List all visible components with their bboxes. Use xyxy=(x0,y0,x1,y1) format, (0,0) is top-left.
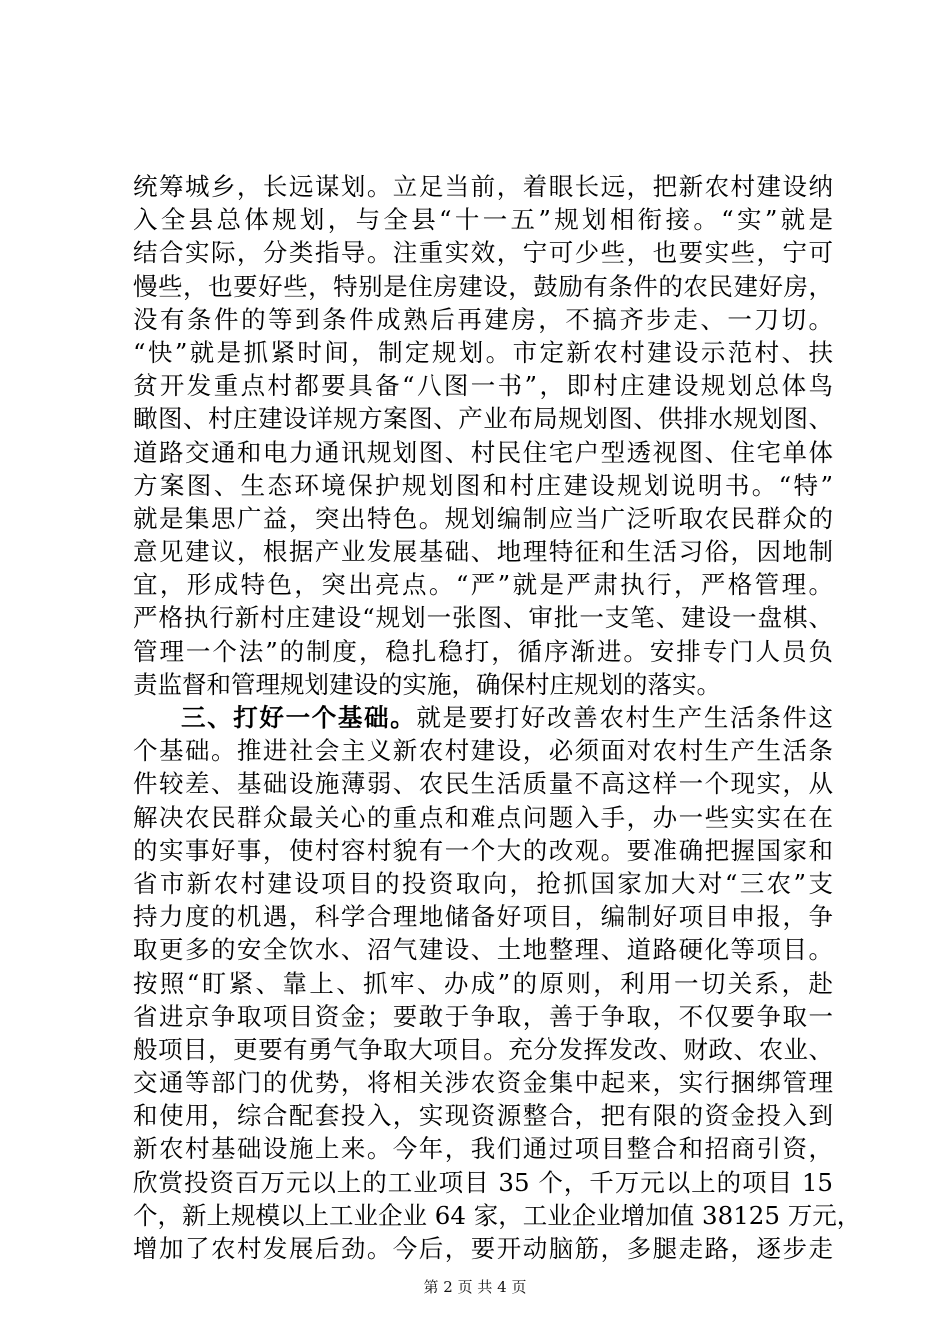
text-line: 交通等部门的优势，将相关涉农资金集中起来，实行捆绑管理 xyxy=(133,1068,833,1098)
section-3-first-line xyxy=(133,701,833,734)
text-line: “快”就是抓紧时间，制定规划。市定新农村建设示范村、扶 xyxy=(133,337,833,367)
text-line: 增加了农村发展后劲。今后，要开动脑筋，多腿走路，逐步走 xyxy=(133,1234,833,1263)
text-line: 解决农民群众最关心的重点和难点问题入手，办一些实实在在 xyxy=(133,802,833,832)
text-line: 件较差、基础设施薄弱、农民生活质量不高这样一个现实，从 xyxy=(133,769,833,799)
text-line: 入全县总体规划，与全县“十一五”规划相衔接。“实”就是 xyxy=(133,205,833,235)
text-line: 和使用，综合配套投入，实现资源整合，把有限的资金投入到 xyxy=(133,1101,833,1131)
text-line: 新农村基础设施上来。今年，我们通过项目整合和招商引资， xyxy=(133,1134,833,1164)
text-line: 个基础。推进社会主义新农村建设，必须面对农村生产生活条 xyxy=(133,736,833,766)
body-text xyxy=(133,170,862,1265)
text-line: 欣赏投资百万元以上的工业项目 35 个，千万元以上的项目 15 xyxy=(133,1167,833,1197)
text-line: 按照“盯紧、靠上、抓牢、办成”的原则，利用一切关系，赴 xyxy=(133,968,833,998)
text-line: 道路交通和电力通讯规划图、村民住宅户型透视图、住宅单体 xyxy=(133,437,833,467)
text-line: 持力度的机遇，科学合理地储备好项目，编制好项目申报，争 xyxy=(133,902,833,932)
text-line: 没有条件的等到条件成熟后再建房，不搞齐步走、一刀切。 xyxy=(133,304,833,334)
text-line: 意见建议，根据产业发展基础、地理特征和生活习俗，因地制 xyxy=(133,537,833,567)
text-line: 方案图、生态环境保护规划图和村庄建设规划说明书。“特” xyxy=(133,470,833,500)
text-line: 宜，形成特色，突出亮点。“严”就是严肃执行，严格管理。 xyxy=(133,570,833,600)
text-line: 贫开发重点村都要具备“八图一书”，即村庄建设规划总体鸟 xyxy=(133,371,833,401)
text-line: 责监督和管理规划建设的实施，确保村庄规划的落实。 xyxy=(133,669,721,699)
text-line: 管理一个法”的制度，稳扎稳打，循序渐进。安排专门人员负 xyxy=(133,636,833,666)
text-line: 般项目，更要有勇气争取大项目。充分发挥发改、财政、农业、 xyxy=(133,1034,833,1064)
section-3-heading: 三、打好一个基础。 xyxy=(181,703,417,732)
text-line: 省进京争取项目资金；要敢于争取，善于争取，不仅要争取一 xyxy=(133,1001,833,1031)
text-line: 个，新上规模以上工业企业 64 家，工业企业增加值 38125 万元， xyxy=(133,1200,862,1230)
text-line: 瞰图、村庄建设详规方案图、产业布局规划图、供排水规划图、 xyxy=(133,404,833,434)
section-3-first-line-text: 就是要打好改善农村生产生活条件这 xyxy=(416,703,833,732)
text-line: 省市新农村建设项目的投资取向，抢抓国家加大对“三农”支 xyxy=(133,868,833,898)
text-line: 严格执行新村庄建设“规划一张图、审批一支笔、建设一盘棋、 xyxy=(133,603,833,633)
text-line: 结合实际，分类指导。注重实效，宁可少些，也要实些，宁可 xyxy=(133,238,833,268)
text-line: 慢些，也要好些，特别是住房建设，鼓励有条件的农民建好房， xyxy=(133,271,833,301)
text-line: 统筹城乡，长远谋划。立足当前，着眼长远，把新农村建设纳 xyxy=(133,172,833,201)
text-line: 的实事好事，使村容村貌有一个大的改观。要准确把握国家和 xyxy=(133,835,833,865)
page-footer xyxy=(0,1276,950,1297)
text-line: 就是集思广益，突出特色。规划编制应当广泛听取农民群众的 xyxy=(133,503,833,533)
text-line: 取更多的安全饮水、沼气建设、土地整理、道路硬化等项目。 xyxy=(133,935,833,965)
page-number-label: 第 2 页 共 4 页 xyxy=(423,1278,527,1296)
